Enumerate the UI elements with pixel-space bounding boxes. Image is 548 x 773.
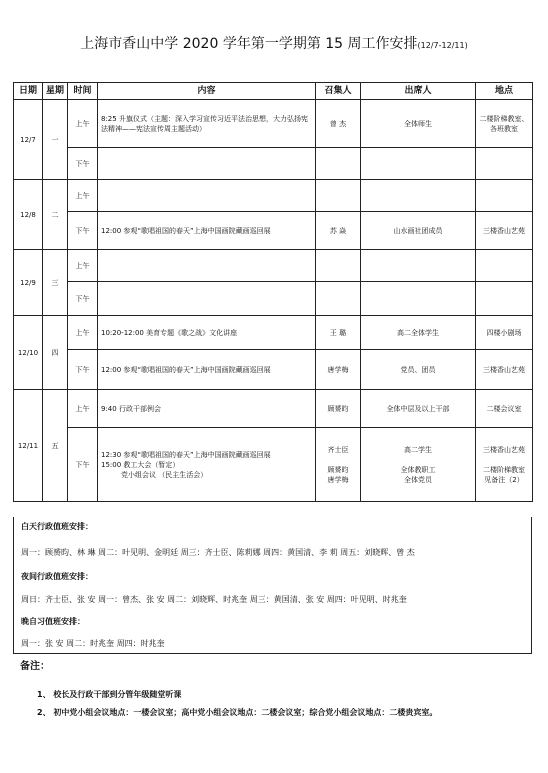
slot-cell: 上午	[68, 250, 98, 282]
location-cell: 三楼香山艺苑	[476, 350, 533, 390]
location-cell	[476, 180, 533, 212]
weekday-cell: 二	[43, 180, 68, 250]
leader-cell	[316, 148, 361, 180]
leader-cell: 曾 杰	[316, 100, 361, 148]
table-row	[14, 282, 533, 316]
slot-cell: 上午	[68, 180, 98, 212]
page-title	[0, 35, 548, 55]
table-row	[14, 428, 533, 502]
weekday-cell: 五	[43, 390, 68, 502]
leader-cell: 王 璐	[316, 316, 361, 350]
note-item: 1、 校长及行政干部到分管年级随堂听课	[37, 690, 182, 699]
attendees-cell	[361, 250, 476, 282]
content-cell	[98, 250, 316, 282]
night-duty-title: 夜间行政值班安排：	[21, 572, 93, 581]
leader-cell	[316, 180, 361, 212]
table-row	[14, 316, 533, 350]
location-cell	[476, 250, 533, 282]
content-cell: 12:00 参观“歌唱祖国的春天”上海中国画院藏画巡回展	[98, 212, 316, 250]
night-duty-line: 周日：齐士臣、张 安 周一：曾杰、张 安 周二：刘晓辉、时兆奎 周三：黄国清、张 安 周四：叶见明、时兆奎	[21, 595, 407, 604]
attendees-cell	[361, 148, 476, 180]
header-row	[14, 83, 533, 100]
table-row	[14, 100, 533, 148]
attendees-cell: 党员、团员	[361, 350, 476, 390]
date-cell: 12/10	[14, 316, 43, 390]
attendees-line: 全体教职工	[400, 465, 436, 474]
location-cell: 二楼阶梯教室、各班教室	[476, 100, 533, 148]
location-cell	[476, 428, 533, 502]
notes-heading: 备注：	[20, 661, 50, 672]
location-cell: 三楼香山艺苑	[476, 212, 533, 250]
header-content: 内容	[98, 83, 316, 100]
header-time: 时间	[68, 83, 98, 100]
leader-cell: 唐学梅	[316, 350, 361, 390]
header-weekday: 星期	[43, 83, 68, 100]
content-line: 15:00 教工大会（暂定）	[101, 460, 180, 469]
content-line: 党小组会议 （民主生活会）	[121, 470, 208, 479]
content-cell: 12:00 参观“歌唱祖国的春天”上海中国画院藏画巡回展	[98, 350, 316, 390]
content-line: 12:30 参观“歌唱祖国的春天”上海中国画院藏画巡回展	[101, 450, 271, 459]
table-row	[14, 250, 533, 282]
date-cell: 12/11	[14, 390, 43, 502]
title-main: 上海市香山中学 2020 学年第一学期第 15 周工作安排	[80, 36, 418, 52]
title-dates: (12/7-12/11)	[417, 41, 468, 50]
evening-duty-line: 周一：张 安 周二：时兆奎 周四：时兆奎	[21, 639, 165, 648]
weekday-cell: 四	[43, 316, 68, 390]
content-cell	[98, 148, 316, 180]
leader-cell: 苏 焱	[316, 212, 361, 250]
day-duty-line: 周一：顾赟昀、林 琳 周二：叶见明、金明廷 周三：齐士臣、陈莉娜 周四：黄国清、李 莉 周五：刘晓辉、曾 杰	[21, 548, 415, 557]
leader-cell	[316, 428, 361, 502]
header-location: 地点	[476, 83, 533, 100]
location-cell	[476, 282, 533, 316]
content-cell: 10:20-12:00 美育专题《歌之战》文化讲座	[98, 316, 316, 350]
day-duty-title: 白天行政值班安排：	[21, 522, 93, 531]
leader-line: 唐学梅	[327, 475, 349, 484]
leader-line: 顾赟昀	[327, 465, 349, 474]
date-cell: 12/7	[14, 100, 43, 180]
attendees-cell: 高二全体学生	[361, 316, 476, 350]
table-row	[14, 180, 533, 212]
leader-line: 齐士臣	[327, 445, 349, 454]
schedule-table	[13, 82, 533, 502]
weekday-cell: 一	[43, 100, 68, 180]
attendees-cell: 全体中层及以上干部	[361, 390, 476, 428]
slot-cell: 下午	[68, 148, 98, 180]
content-cell: 8:25 升旗仪式（主题：深入学习宣传习近平法治思想，大力弘扬宪法精神——宪法宣传周主题活动）	[98, 100, 316, 148]
table-row	[14, 212, 533, 250]
slot-cell: 上午	[68, 316, 98, 350]
date-cell: 12/9	[14, 250, 43, 316]
slot-cell: 下午	[68, 212, 98, 250]
header-leader: 召集人	[316, 83, 361, 100]
weekday-cell: 三	[43, 250, 68, 316]
location-line: 二楼阶梯教室	[483, 465, 525, 474]
location-line: 见备注（2）	[484, 475, 524, 484]
location-cell	[476, 148, 533, 180]
table-row	[14, 350, 533, 390]
leader-cell	[316, 282, 361, 316]
attendees-cell: 山水画社团成员	[361, 212, 476, 250]
slot-cell: 下午	[68, 282, 98, 316]
header-date: 日期	[14, 83, 43, 100]
slot-cell: 下午	[68, 350, 98, 390]
table-row	[14, 390, 533, 428]
table-row	[14, 148, 533, 180]
note-item: 2、 初中党小组会议地点：一楼会议室；高中党小组会议地点：二楼会议室；综合党小组会议地点：二楼贵宾室。	[37, 708, 438, 717]
content-cell	[98, 180, 316, 212]
attendees-cell	[361, 180, 476, 212]
slot-cell: 下午	[68, 428, 98, 502]
attendees-cell: 全体师生	[361, 100, 476, 148]
slot-cell: 上午	[68, 100, 98, 148]
content-cell	[98, 282, 316, 316]
attendees-line: 全体党员	[404, 475, 432, 484]
evening-duty-title: 晚自习值班安排：	[21, 617, 85, 626]
leader-cell: 顾赟昀	[316, 390, 361, 428]
content-cell	[98, 428, 316, 502]
attendees-cell	[361, 428, 476, 502]
leader-cell	[316, 250, 361, 282]
slot-cell: 上午	[68, 390, 98, 428]
location-cell: 二楼会议室	[476, 390, 533, 428]
content-cell: 9:40 行政干部例会	[98, 390, 316, 428]
location-line: 三楼香山艺苑	[483, 445, 525, 454]
duty-section	[13, 517, 532, 654]
header-attendees: 出席人	[361, 83, 476, 100]
attendees-line: 高二学生	[404, 445, 432, 454]
date-cell: 12/8	[14, 180, 43, 250]
attendees-cell	[361, 282, 476, 316]
location-cell: 四楼小剧场	[476, 316, 533, 350]
